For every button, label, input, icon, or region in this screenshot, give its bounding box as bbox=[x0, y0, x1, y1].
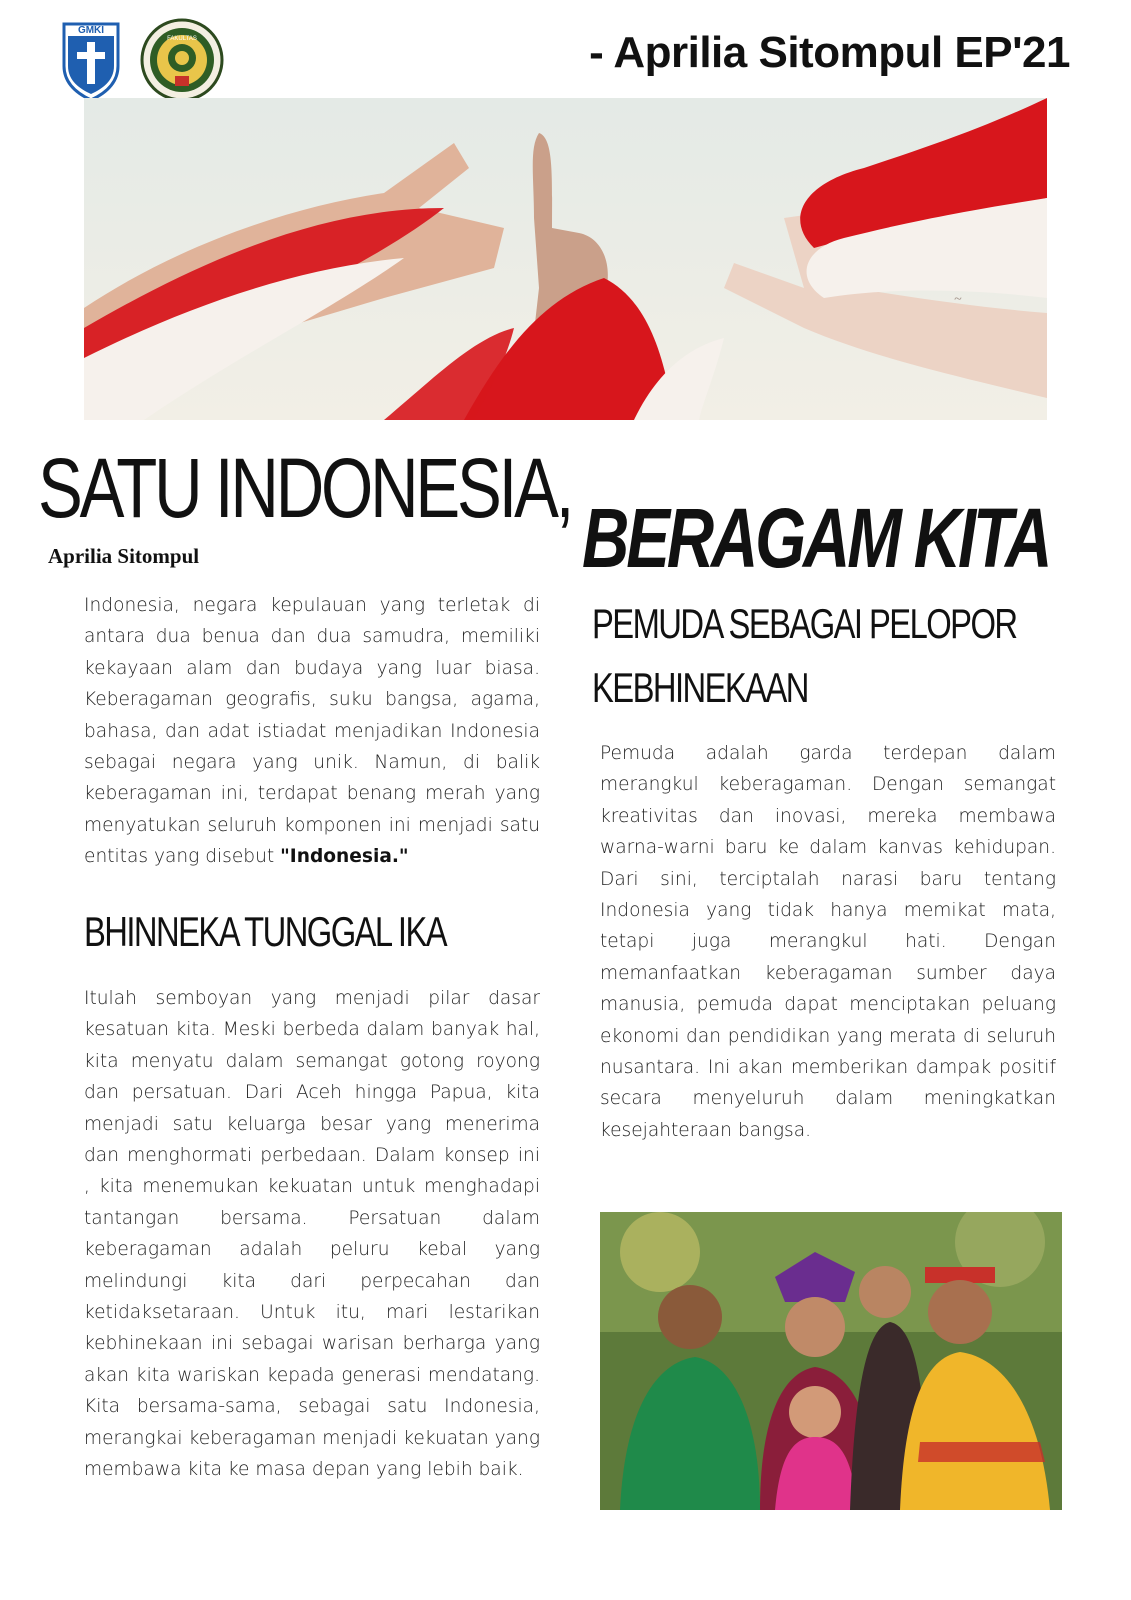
header-byline: - Aprilia Sitompul EP'21 bbox=[589, 28, 1070, 77]
faculty-seal-logo bbox=[140, 18, 224, 102]
section-body-bhinneka: Itulah semboyan yang menjadi pilar dasar kesatuan kita. Meski berbeda dalam banyak hal, kita menyatu dalam semangat gotong royong dan persatuan. Dari Aceh hingga Papua, kita menjadi satu keluarga besar yang menerima dan menghormati perbedaan. Dalam konsep ini , kita menemukan kekuatan untuk menghadapi tantangan bersama. Persatuan dalam keberagaman adalah peluru kebal yang melindungi kita dari perpecahan dan ketidaksetaraan. Untuk itu, mari lestarikan kebhinekaan ini sebagai warisan berharga yang akan kita wariskan kepada generasi mendatang. Kita bersama-sama, sebagai satu Indonesia, merangkai keberagaman menjadi kekuatan yang membawa kita ke masa depan yang lebih baik. bbox=[84, 988, 540, 1481]
svg-text:~: ~ bbox=[954, 292, 962, 307]
article-title-part1: SATU INDONESIA, bbox=[38, 441, 572, 535]
article-title-part2: BERAGAM KITA bbox=[582, 491, 1050, 585]
gmki-logo-text: GMKI bbox=[77, 25, 105, 36]
section-heading-pemuda-line2: KEBHINEKAAN bbox=[592, 664, 808, 711]
gmki-logo bbox=[60, 20, 122, 102]
intro-paragraph bbox=[84, 590, 540, 873]
faculty-seal-text: FAKULTAS bbox=[167, 36, 197, 42]
section-heading-pemuda bbox=[592, 592, 1016, 720]
article-author: Aprilia Sitompul bbox=[48, 544, 200, 568]
section-heading-pemuda-line1: PEMUDA SEBAGAI PELOPOR bbox=[592, 600, 1017, 647]
intro-bold-text: "Indonesia." bbox=[280, 846, 409, 868]
banner-illustration bbox=[84, 98, 1047, 420]
section-heading-bhinneka: BHINNEKA TUNGGAL IKA bbox=[84, 908, 447, 955]
section-body-pemuda: Pemuda adalah garda terdepan dalam merangkul keberagaman. Dengan semangat kreativitas dan inovasi, mereka membawa warna-warni baru ke dalam kanvas kehidupan. Dari sini, terciptalah narasi baru tentang Indonesia yang tidak hanya memikat mata, tetapi juga merangkul hati. Dengan memanfaatkan keberagaman sumber daya manusia, pemuda dapat menciptakan peluang ekonomi dan pendidikan yang merata di seluruh nusantara. Ini akan memberikan dampak positif secara menyeluruh dalam meningkatkan kesejahteraan bangsa. bbox=[600, 743, 1056, 1141]
intro-text: Indonesia, negara kepulauan yang terletak di antara dua benua dan dua samudra, memiliki kekayaan alam dan budaya yang luar biasa. Keberagaman geografis, suku bangsa, agama, bahasa, dan adat istiadat menjadikan Indonesia sebagai negara yang unik. Namun, di balik keberagaman ini, terdapat benang merah yang menyatukan seluruh komponen ini menjadi satu entitas yang disebut bbox=[84, 595, 540, 868]
traditional-dress-photo bbox=[600, 1212, 1062, 1510]
